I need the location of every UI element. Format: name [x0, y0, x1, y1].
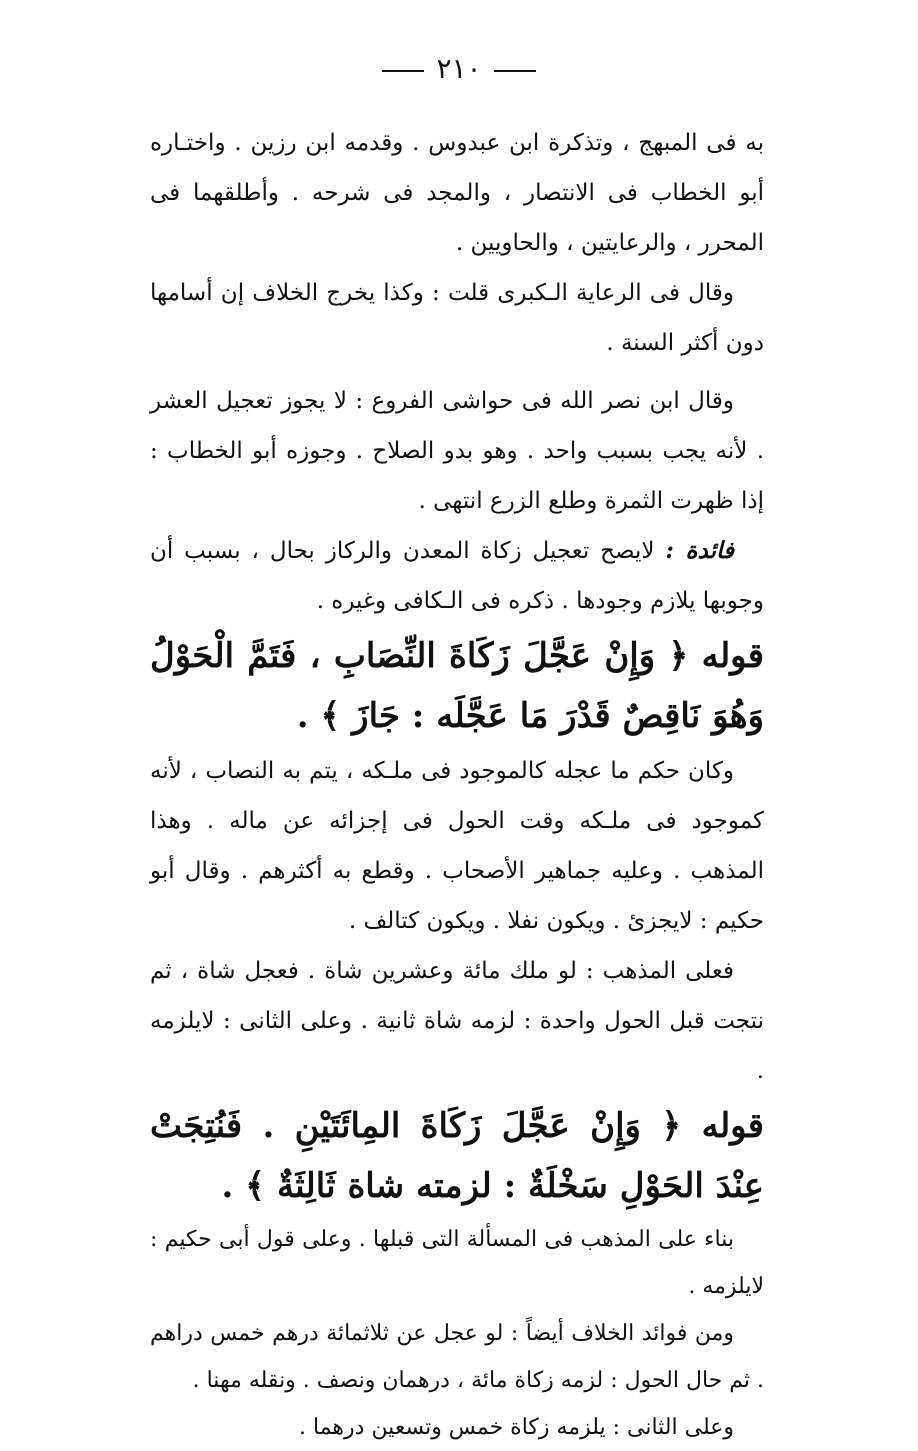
- quote-text: ﴿ وَإِنْ عَجَّلَ زَكَاةَ المِائَتَيْنِ . فَنُتِجَتْ عِنْدَ الحَوْلِ سَخْلَةٌ : لزمته شاة ثَالِثَةٌ ﴾ .: [150, 1106, 764, 1206]
- paragraph: [150, 376, 764, 526]
- quoted-statement: [150, 1096, 764, 1216]
- note-label: فائدة :: [665, 537, 735, 564]
- paragraph-text: وقال ابن نصر الله فى حواشى الفروع : لا يجوز تعجيل العشر . لأنه يجب بسبب واحد . وهو بدو الصلاح . وجوزه أبو الخطاب : إذا ظهرت الثمرة وطلع الزرع انتهى .: [150, 388, 764, 514]
- paragraph-text: به فى المبهج ، وتذكرة ابن عبدوس . وقدمه ابن رزين . واختـاره أبو الخطاب فى الانتصار ، والمجد فى شرحه . وأطلقهما فى المحرر ، والرعايتين ، والحاويين .: [150, 130, 764, 256]
- paragraph-gap: [150, 368, 764, 376]
- paragraph: [150, 268, 764, 368]
- page-number-dash-right: [494, 70, 536, 72]
- paragraph: [150, 946, 764, 1096]
- paragraph-text: وعلى الثانى : يلزمه زكاة خمس وتسعين درهما .: [299, 1415, 734, 1440]
- quoted-statement: [150, 626, 764, 746]
- paragraph-text: لايصح تعجيل زكاة المعدن والركاز بحال ، بسبب أن وجوبها يلازم وجودها . ذكره فى الـكافى وغيره .: [150, 538, 764, 614]
- paragraph-text: فعلى المذهب : لو ملك مائة وعشرين شاة . فعجل شاة ، ثم نتجت قبل الحول واحدة : لزمه شاة ثانية . وعلى الثانى : لايلزمه .: [150, 958, 764, 1084]
- page-number-dash-left: [382, 70, 424, 72]
- quote-label: قوله: [701, 1106, 764, 1146]
- paragraph-text: وقال فى الرعاية الـكبرى قلت : وكذا يخرج الخلاف إن أسامها دون أكثر السنة .: [150, 280, 764, 356]
- page-number-text: ٢١٠: [436, 52, 482, 85]
- paragraph-text: ومن فوائد الخلاف أيضاً : لو عجل عن ثلاثمائة درهم خمس دراهم . ثم حال الحول : لزمه زكاة مائة ، درهمان ونصف . ونقله مهنا .: [150, 1321, 764, 1393]
- quote-text: ﴿ وَإِنْ عَجَّلَ زَكَاةَ النِّصَابِ ، فَتَمَّ الْحَوْلُ وَهُوَ نَاقِصٌ قَدْرَ مَا عَجَّلَه : جَازَ ﴾ .: [150, 636, 764, 736]
- paragraph: [150, 746, 764, 946]
- note-paragraph: [150, 526, 764, 626]
- paragraph: [150, 1404, 764, 1451]
- paragraph-text: بناء على المذهب فى المسألة التى قبلها . وعلى قول أبى حكيم : لايلزمه .: [150, 1227, 764, 1299]
- paragraph-text: وكان حكم ما عجله كالموجود فى ملـكه ، يتم به النصاب ، لأنه كموجود فى ملـكه وقت الحول فى إجزائه عن ماله . وهذا المذهب . وعليه جماهير الأصحاب . وقطع به أكثرهم . وقال أبو حكيم : لايجزئ . ويكون نفلا . ويكون كتالف .: [150, 758, 764, 934]
- paragraph: [150, 118, 764, 268]
- paragraph: [150, 1310, 764, 1404]
- text-body: [150, 118, 764, 1451]
- page-number: [0, 52, 918, 85]
- paragraph: [150, 1216, 764, 1310]
- quote-label: قوله: [701, 636, 764, 676]
